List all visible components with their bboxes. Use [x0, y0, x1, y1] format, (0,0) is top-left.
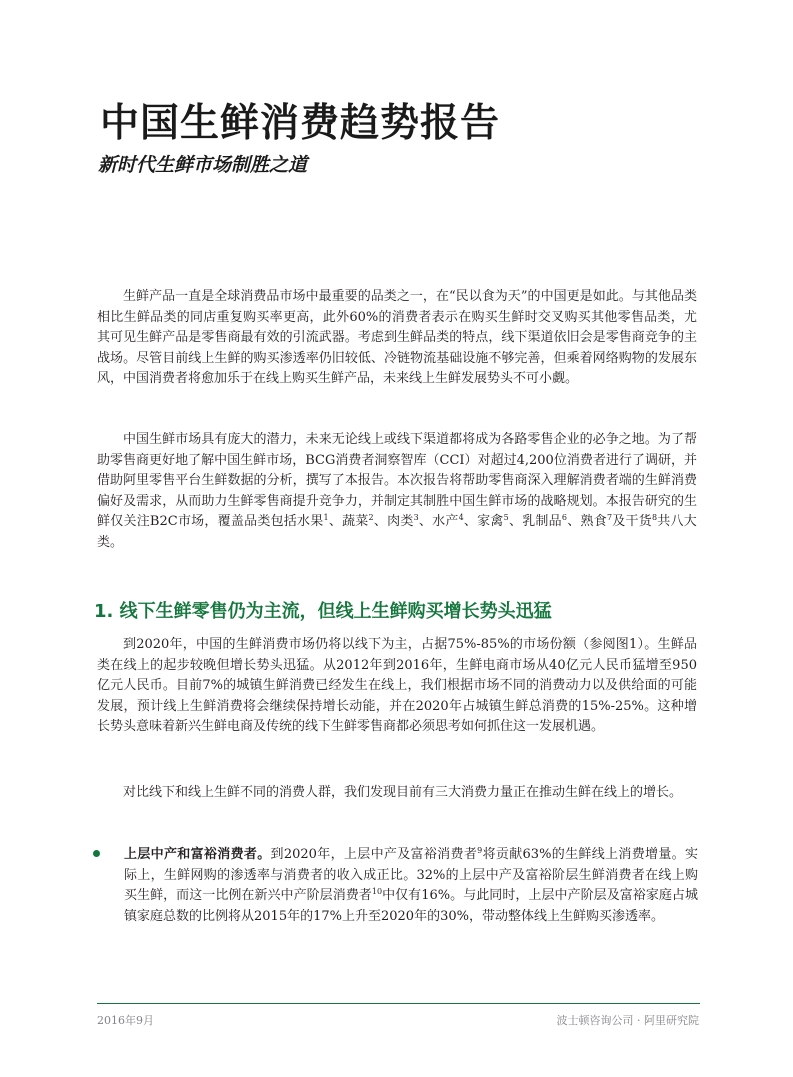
- bullet-item-upper-middle-class: 上层中产和富裕消费者。到2020年，上层中产及富裕消费者$^9$将贡献63%的生鲜线上消费增量。实际上，生鲜网购的渗透率与消费者的收入成正比。32%的上层中产及富裕阶层生鲜消费者在线上购买生鲜，而这一比例在新兴中产阶层消费者$^{10}$中仅有16%。与此同时，上层中产阶层及富裕家庭占城镇家庭总数的比例将从2015年的17%上升至2020年的30%，带动整体线上生鲜购买渗透率。: [124, 846, 698, 924]
- bullet-lead: 上层中产和富裕消费者。: [124, 847, 271, 862]
- intro-paragraph-2-text: 中国生鲜市场具有庞大的潜力，未来无论线上或线下渠道都将成为各路零售企业的必争之地。为了帮助零售商更好地了解中国生鲜市场，BCG消费者洞察智库（CCI）对超过4,200位消费者进行了调研，并借助阿里零售平台生鲜数据的分析，撰写了本报告。本次报告将帮助零售商深入理解消费者端的生鲜消费偏好及需求，从而助力生鲜零售商提升竞争力，并制定其制胜中国生鲜市场的战略规划。本报告研究的生鲜仅关注B2C市场，覆盖品类包括: [97, 432, 697, 530]
- report-subtitle: 新时代生鲜市场制胜之道: [98, 154, 308, 176]
- category-item: 乳制品$^6$: [522, 513, 567, 530]
- report-title: 中国生鲜消费趋势报告: [100, 101, 501, 146]
- section-1-paragraph-1: 到2020年，中国的生鲜消费市场仍将以线下为主，占据75%-85%的市场份额（参阅图1）。生鲜品类在线上的起步较晚但增长势头迅猛。从2012年到2016年，生鲜电商市场从40亿元人民币猛增至950亿元人民币。目前7%的城镇生鲜消费已经发生在线上，我们根据市场不同的消费动力以及供给面的可能发展，预计线上生鲜消费将会继续保持增长动能，并在2020年占城镇生鲜总消费的15%-25%。这种增长势头意味着新兴生鲜电商及传统的线下生鲜零售商都必须思考如何抓住这一发展机遇。: [97, 637, 697, 735]
- category-item: 水产$^4$: [432, 513, 464, 530]
- bullet-dot-icon: [93, 850, 100, 857]
- category-item: 家禽$^5$: [477, 513, 509, 530]
- category-item: 干货$^8$: [625, 513, 658, 530]
- footnote-ref: 10: [371, 887, 383, 897]
- intro-paragraph-2: 中国生鲜市场具有庞大的潜力，未来无论线上或线下渠道都将成为各路零售企业的必争之地。为了帮助零售商更好地了解中国生鲜市场，BCG消费者洞察智库（CCI）对超过4,200位消费者进行了调研，并借助阿里零售平台生鲜数据的分析，撰写了本报告。本次报告将帮助零售商深入理解消费者端的生鲜消费偏好及需求，从而助力生鲜零售商提升竞争力，并制定其制胜中国生鲜市场的战略规划。本报告研究的生鲜仅关注B2C市场，覆盖品类包括水果$^1$、蔬菜$^2$、肉类$^3$、水产$^4$、家禽$^5$、乳制品$^6$、熟食$^7$及干货$^8$共八大类。: [97, 432, 697, 550]
- category-item: 肉类$^3$: [387, 513, 419, 530]
- section-1-heading: 1. 线下生鲜零售仍为主流，但线上生鲜购买增长势头迅猛: [94, 601, 552, 622]
- footer-organization: 波士顿咨询公司 · 阿里研究院: [556, 1014, 699, 1027]
- intro-paragraph-1: 生鲜产品一直是全球消费品市场中最重要的品类之一，在“民以食为天”的中国更是如此。与其他品类相比生鲜品类的同店重复购买率更高，此外60%的消费者表示在购买生鲜时交叉购买其他零售品类，尤其可见生鲜产品是零售商最有效的引流武器。考虑到生鲜品类的特点，线下渠道依旧会是零售商竞争的主战场。尽管目前线上生鲜的购买渗透率仍旧较低、冷链物流基础设施不够完善，但乘着网络购物的发展东风，中国消费者将愈加乐于在线上购买生鲜产品，未来线上生鲜发展势头不可小觑。: [97, 289, 697, 387]
- footnote-ref: 9: [477, 846, 483, 855]
- section-1-paragraph-2: 对比线下和线上生鲜不同的消费人群，我们发现目前有三大消费力量正在推动生鲜在线上的增长。: [123, 785, 683, 800]
- category-item: 水果$^1$: [297, 513, 329, 530]
- category-item: 熟食$^7$: [580, 513, 613, 530]
- category-item: 蔬菜$^2$: [342, 513, 374, 530]
- footer-divider: [97, 1003, 700, 1004]
- footer-date: 2016年9月: [97, 1014, 154, 1027]
